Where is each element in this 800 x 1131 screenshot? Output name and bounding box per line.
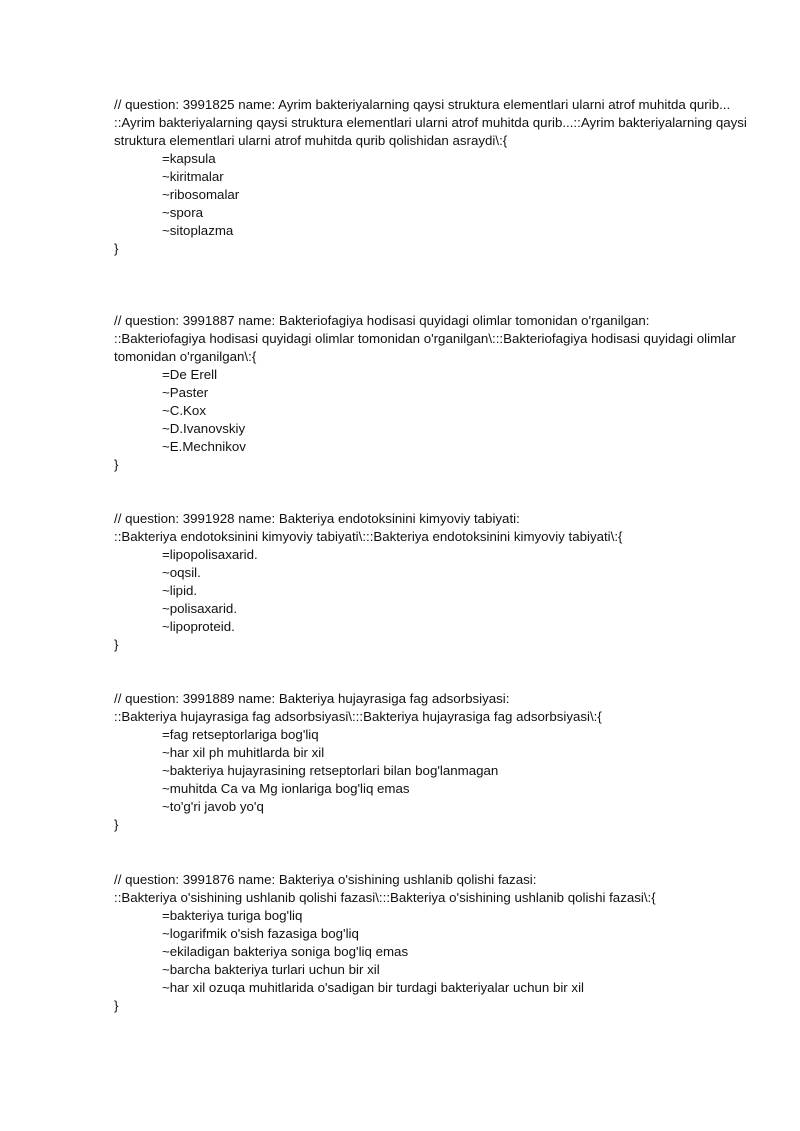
answer-option: ~ribosomalar [162,187,240,202]
answer-option: ~ekiladigan bakteriya soniga bog'liq emas [162,944,409,959]
question-block [114,510,754,654]
answer-correct: =De Erell [162,367,218,382]
answer-option: ~C.Kox [162,403,206,418]
question-comment: // question: 3991887 name: Bakteriofagiya hodisasi quyidagi olimlar tomonidan o'rganilgan: [114,313,650,328]
question-block [114,690,754,834]
question-body: ::Bakteriya endotoksinini kimyoviy tabiyati\:::Bakteriya endotoksinini kimyoviy tabiyati\:{ [114,529,623,544]
answer-option: ~barcha bakteriya turlari uchun bir xil [162,962,380,977]
answer-list [114,150,754,240]
question-comment: // question: 3991876 name: Bakteriya o'sishining ushlanib qolishi fazasi: [114,872,537,887]
answer-correct: =bakteriya turiga bog'liq [162,908,303,923]
answer-option: ~lipid. [162,583,198,598]
closing-brace: } [114,817,119,832]
answer-option: ~to'g'ri javob yo'q [162,799,264,814]
answer-correct: =fag retseptorlariga bog'liq [162,727,319,742]
answer-option: ~E.Mechnikov [162,439,246,454]
question-body: ::Bakteriofagiya hodisasi quyidagi olimlar tomonidan o'rganilgan\:::Bakteriofagiya hodisasi quyidagi olimlar tomonidan o'rganilgan\:{ [114,331,736,364]
answer-option: ~muhitda Ca va Mg ionlariga bog'liq emas [162,781,410,796]
answer-option: ~sitoplazma [162,223,234,238]
answer-correct: =lipopolisaxarid. [162,547,258,562]
closing-brace: } [114,637,119,652]
answer-option: ~har xil ozuqa muhitlarida o'sadigan bir turdagi bakteriyalar uchun bir xil [162,980,584,995]
answer-option: ~kiritmalar [162,169,224,184]
answer-option: ~lipoproteid. [162,619,235,634]
question-body: ::Bakteriya o'sishining ushlanib qolishi fazasi\:::Bakteriya o'sishining ushlanib qolishi fazasi\:{ [114,890,656,905]
closing-brace: } [114,998,119,1013]
answer-option: ~D.Ivanovskiy [162,421,246,436]
question-comment: // question: 3991928 name: Bakteriya endotoksinini kimyoviy tabiyati: [114,511,520,526]
question-body: ::Ayrim bakteriyalarning qaysi struktura elementlari ularni atrof muhitda qurib...::Ayrim bakteriyalarning qaysi struktura elementlari ularni atrof muhitda qurib qolishidan asraydi\:{ [114,115,747,148]
answer-option: ~spora [162,205,204,220]
question-block [114,96,754,258]
answer-list [114,726,754,816]
answer-option: ~polisaxarid. [162,601,238,616]
answer-list [114,546,754,636]
question-comment: // question: 3991825 name: Ayrim bakteriyalarning qaysi struktura elementlari ularni atrof muhitda qurib... [114,97,731,112]
answer-list [114,907,754,997]
answer-correct: =kapsula [162,151,216,166]
question-block [114,871,754,1015]
answer-option: ~oqsil. [162,565,201,580]
answer-option: ~logarifmik o'sish fazasiga bog'liq [162,926,359,941]
answer-list [114,366,754,456]
answer-option: ~bakteriya hujayrasining retseptorlari bilan bog'lanmagan [162,763,499,778]
question-block [114,312,754,474]
answer-option: ~har xil ph muhitlarda bir xil [162,745,325,760]
closing-brace: } [114,457,119,472]
question-comment: // question: 3991889 name: Bakteriya hujayrasiga fag adsorbsiyasi: [114,691,510,706]
closing-brace: } [114,241,119,256]
question-body: ::Bakteriya hujayrasiga fag adsorbsiyasi\:::Bakteriya hujayrasiga fag adsorbsiyasi\:{ [114,709,602,724]
answer-option: ~Paster [162,385,209,400]
